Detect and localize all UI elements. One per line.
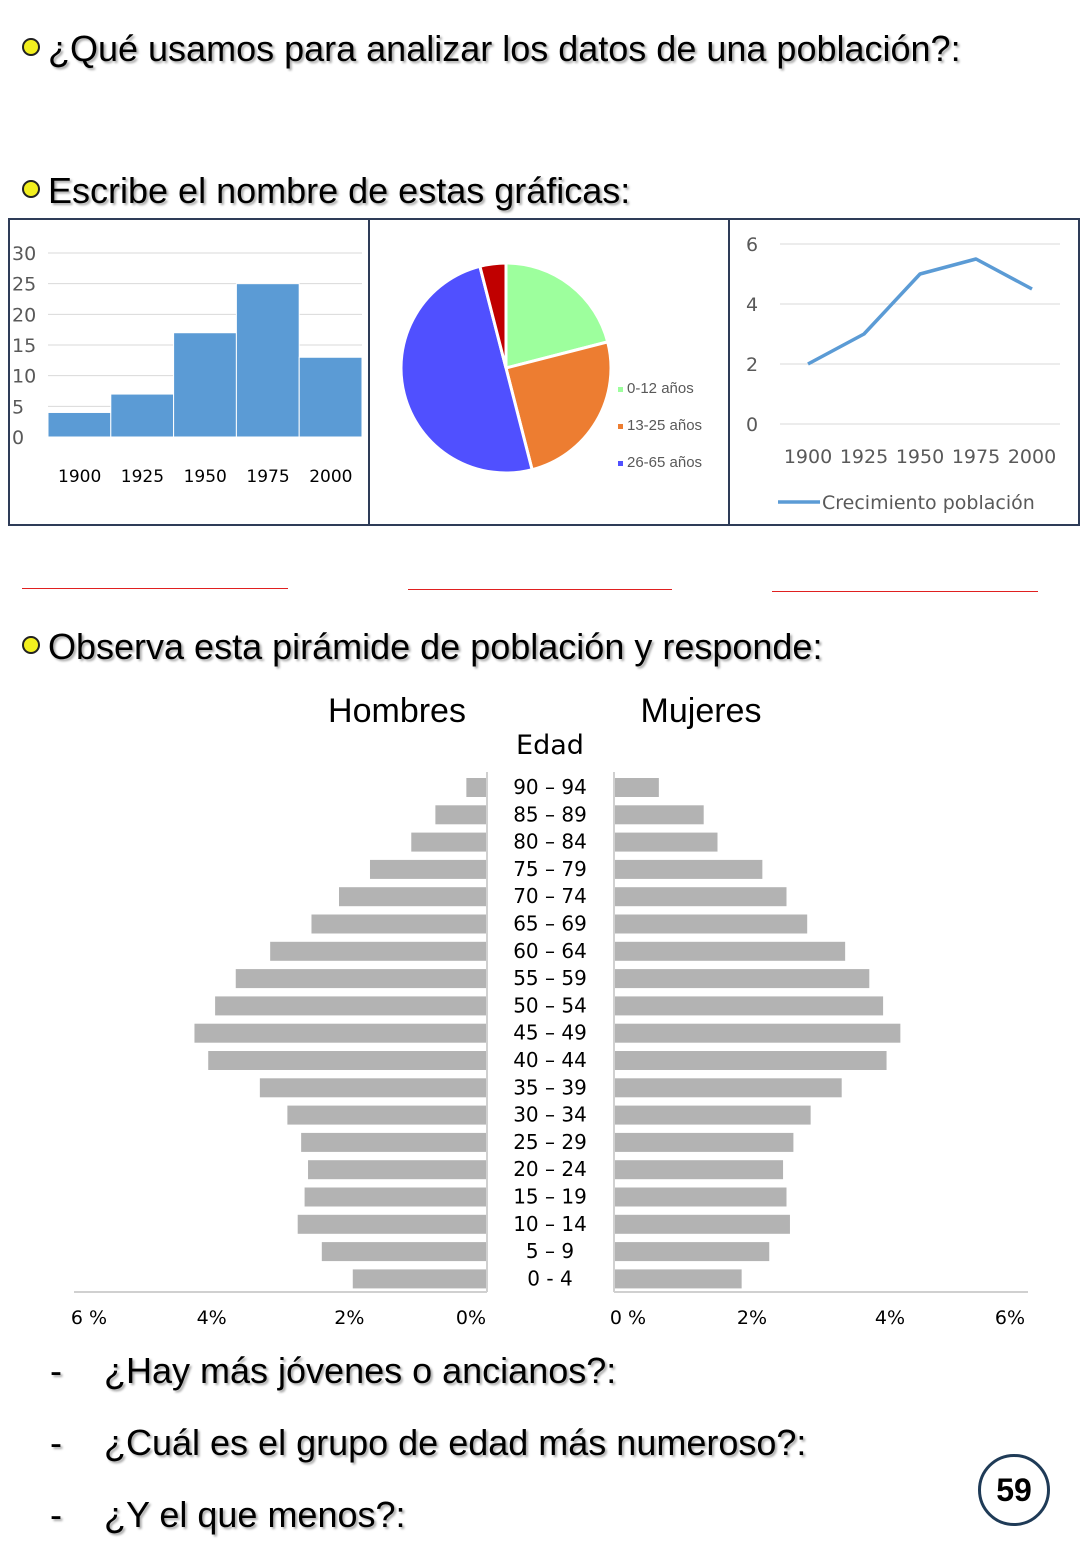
- age-group-label: 30 – 34: [513, 1102, 587, 1127]
- age-group-label: 25 – 29: [513, 1129, 587, 1154]
- women-bar: [614, 1133, 793, 1152]
- age-group-label: 60 – 64: [513, 938, 587, 963]
- x-tick-label: 1925: [120, 467, 165, 487]
- men-bar: [370, 860, 487, 879]
- women-x-tick-label: 4%: [874, 1307, 906, 1329]
- age-group-label: 5 – 9: [525, 1239, 575, 1264]
- population-pyramid: [0, 680, 1080, 1330]
- men-bar: [308, 1160, 487, 1179]
- subquestion-1-text: ¿Hay más jóvenes o ancianos?:: [104, 1350, 617, 1391]
- question-2: [22, 170, 630, 212]
- question-1-text: ¿Qué usamos para analizar los datos de una población?:: [48, 28, 961, 69]
- y-tick-label: 20: [12, 304, 37, 327]
- question-3-text: Observa esta pirámide de población y responde:: [48, 626, 823, 667]
- women-bar: [614, 1215, 790, 1234]
- age-group-label: 80 – 84: [513, 829, 587, 854]
- x-tick-label: 1950: [895, 446, 945, 468]
- men-x-tick-label: 6 %: [70, 1307, 108, 1329]
- dash: -: [50, 1350, 62, 1391]
- men-x-tick-label: 0%: [455, 1307, 487, 1329]
- men-bar: [311, 915, 487, 934]
- men-bar: [287, 1106, 487, 1125]
- x-tick-label: 1975: [246, 467, 290, 487]
- x-tick-label: 1950: [183, 467, 227, 487]
- bullet-icon: [22, 180, 40, 198]
- men-bar: [215, 996, 487, 1015]
- x-tick-label: 2000: [309, 467, 353, 487]
- legend-label: 26-65 años: [627, 454, 703, 471]
- legend-label: 0-12 años: [627, 380, 694, 397]
- age-group-label: 35 – 39: [513, 1075, 587, 1100]
- women-bar: [614, 942, 845, 961]
- age-group-label: 20 – 24: [513, 1157, 587, 1182]
- age-group-label: 85 – 89: [513, 802, 587, 827]
- subquestion-3-text: ¿Y el que menos?:: [104, 1494, 406, 1535]
- men-bar: [236, 969, 487, 988]
- subquestion-1: [50, 1350, 616, 1392]
- pyramid-center-label: Edad: [516, 730, 584, 761]
- men-bar: [322, 1242, 487, 1261]
- women-bar: [614, 887, 787, 906]
- x-tick-label: 1900: [783, 446, 833, 468]
- pie-chart: [370, 220, 728, 524]
- legend-label: 13-25 años: [627, 417, 703, 434]
- y-tick-label: 6: [746, 234, 759, 256]
- legend-marker: [618, 387, 623, 392]
- women-bar: [614, 1051, 887, 1070]
- x-tick-label: 1900: [58, 467, 102, 487]
- women-x-tick-label: 2%: [736, 1307, 768, 1329]
- men-bar: [298, 1215, 487, 1234]
- men-bar: [270, 942, 487, 961]
- line-panel: [728, 218, 1080, 526]
- y-tick-label: 4: [746, 294, 759, 316]
- women-bar: [614, 1269, 742, 1288]
- age-group-label: 40 – 44: [513, 1048, 587, 1072]
- age-group-label: 10 – 14: [513, 1211, 587, 1236]
- y-tick-label: 15: [12, 335, 37, 357]
- histogram-bar: [48, 412, 111, 437]
- answer-line-1[interactable]: [22, 588, 288, 589]
- women-bar: [614, 1024, 900, 1043]
- women-x-tick-label: 0 %: [609, 1307, 647, 1329]
- y-tick-label: 2: [746, 354, 759, 376]
- age-group-label: 55 – 59: [513, 966, 587, 991]
- subquestion-3: [50, 1494, 406, 1536]
- legend-label: Crecimiento población: [822, 492, 1035, 514]
- y-tick-label: 0: [746, 414, 759, 436]
- series-line: [808, 259, 1032, 364]
- women-bar: [614, 915, 807, 934]
- age-group-label: 15 – 19: [513, 1184, 587, 1209]
- line-chart: [730, 220, 1078, 524]
- women-x-tick-label: 6%: [994, 1307, 1026, 1329]
- women-bar: [614, 996, 883, 1015]
- men-bar: [301, 1133, 487, 1152]
- question-3: [22, 626, 822, 668]
- subquestion-2: [50, 1422, 806, 1464]
- question-1: [22, 28, 961, 70]
- women-bar: [614, 833, 718, 852]
- bullet-icon: [22, 636, 40, 654]
- men-x-tick-label: 4%: [196, 1307, 227, 1329]
- legend-marker: [618, 461, 623, 466]
- histogram-bar: [236, 284, 299, 437]
- men-bar: [260, 1078, 487, 1097]
- legend-marker: [618, 424, 623, 429]
- men-bar: [208, 1051, 487, 1070]
- men-bar: [305, 1188, 487, 1207]
- question-2-text: Escribe el nombre de estas gráficas:: [48, 170, 631, 211]
- age-group-label: 90 – 94: [513, 775, 587, 799]
- histogram-chart: [10, 220, 368, 524]
- dash: -: [50, 1422, 62, 1463]
- histogram-panel: [8, 218, 370, 526]
- age-group-label: 65 – 69: [513, 911, 587, 936]
- men-bar: [466, 778, 487, 797]
- x-tick-label: 2000: [1007, 446, 1057, 468]
- page-number: 59: [996, 1471, 1032, 1508]
- histogram-bar: [299, 357, 362, 437]
- men-x-tick-label: 2%: [334, 1307, 365, 1329]
- x-tick-label: 1975: [951, 446, 1001, 468]
- women-bar: [614, 860, 762, 879]
- women-bar: [614, 1188, 787, 1207]
- women-bar: [614, 969, 869, 988]
- women-bar: [614, 805, 704, 824]
- histogram-bar: [174, 333, 237, 437]
- women-bar: [614, 1242, 769, 1261]
- age-group-label: 50 – 54: [513, 993, 587, 1018]
- men-bar: [435, 805, 487, 824]
- women-bar: [614, 1160, 783, 1179]
- dash: -: [50, 1494, 62, 1535]
- y-tick-label: 10: [12, 365, 37, 388]
- bullet-icon: [22, 38, 40, 56]
- age-group-label: 0 - 4: [527, 1266, 573, 1291]
- x-tick-label: 1925: [839, 446, 889, 468]
- subquestion-2-text: ¿Cuál es el grupo de edad más numeroso?:: [104, 1422, 807, 1463]
- pie-panel: [368, 218, 730, 526]
- men-bar: [411, 833, 487, 852]
- women-bar: [614, 1078, 842, 1097]
- age-group-label: 70 – 74: [513, 884, 587, 909]
- answer-line-3[interactable]: [772, 591, 1038, 592]
- y-tick-label: 5: [12, 396, 25, 419]
- answer-line-2[interactable]: [408, 589, 672, 590]
- y-tick-label: 0: [12, 427, 25, 449]
- women-bar: [614, 1106, 811, 1125]
- men-bar: [194, 1024, 487, 1043]
- age-group-label: 75 – 79: [513, 856, 587, 881]
- age-group-label: 45 – 49: [513, 1020, 587, 1045]
- page-number-badge: [978, 1454, 1050, 1526]
- women-bar: [614, 778, 659, 797]
- pyramid-title-men: Hombres: [328, 692, 466, 730]
- y-tick-label: 25: [12, 273, 37, 296]
- men-bar: [339, 887, 487, 906]
- men-bar: [353, 1269, 487, 1288]
- histogram-bar: [111, 394, 174, 437]
- y-tick-label: 30: [12, 243, 37, 265]
- pyramid-title-women: Mujeres: [640, 692, 762, 730]
